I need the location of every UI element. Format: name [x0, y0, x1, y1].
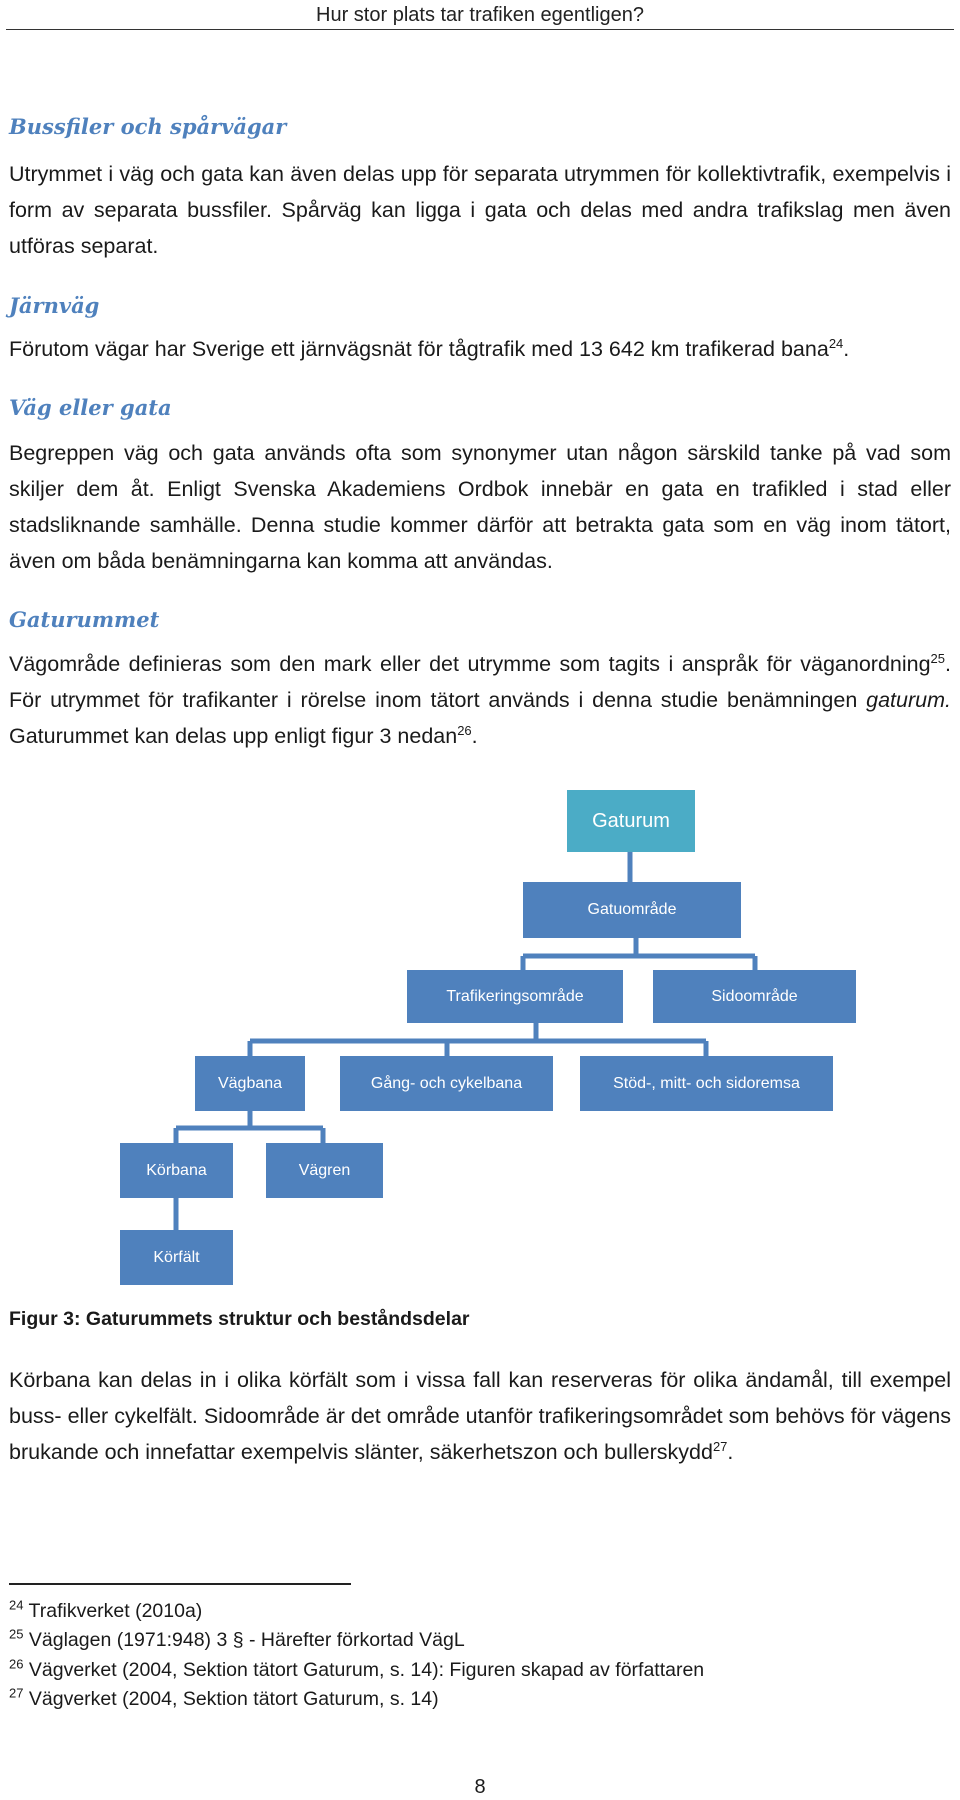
footnote-24	[9, 1597, 202, 1625]
connector-gatuomrade-children	[523, 938, 755, 970]
footnote-27	[9, 1685, 439, 1713]
node-korbana: Körbana	[120, 1143, 233, 1198]
page-number: 8	[474, 1776, 486, 1798]
footnote-26	[9, 1656, 704, 1684]
heading-vag-gata: Väg eller gata	[9, 395, 172, 420]
footnote-num: 25	[9, 1626, 24, 1642]
connector-trafikering-children	[250, 1023, 706, 1056]
footnote-ref-26: 26	[457, 722, 472, 738]
term-gaturum: gaturum.	[866, 688, 951, 712]
node-sidoomrade: Sidoområde	[653, 970, 856, 1023]
node-vagbana: Vägbana	[195, 1056, 305, 1111]
node-gaturum: Gaturum	[567, 790, 695, 852]
paragraph-bussfiler: Utrymmet i väg och gata kan även delas upp för separata utrymmen för kollektivtrafik, exempelvis i form av separata bussfiler. Spårväg kan ligga i gata och delas med andra trafikslag men även utföras separat.	[9, 162, 951, 258]
node-vagren: Vägren	[266, 1143, 383, 1198]
paragraph-after-figure	[9, 1362, 951, 1470]
node-trafikeringsomrade: Trafikeringsområde	[407, 970, 623, 1023]
node-gang-och-cykelbana: Gång- och cykelbana	[340, 1056, 553, 1111]
footnote-text: Väglagen (1971:948) 3 § - Härefter förkortad VägL	[28, 1629, 465, 1651]
footnote-rule	[9, 1583, 351, 1585]
connector-vagbana-children	[176, 1111, 323, 1143]
paragraph-after-figure-tail: .	[727, 1440, 734, 1464]
footnote-text: Trafikverket (2010a)	[28, 1600, 203, 1622]
node-gatuomrade: Gatuområde	[523, 882, 741, 938]
footnote-num: 26	[9, 1656, 24, 1672]
paragraph-jarnvag-tail: .	[843, 337, 850, 361]
node-korfalt: Körfält	[120, 1230, 233, 1285]
footnote-text: Vägverket (2004, Sektion tätort Gaturum, s. 14)	[28, 1688, 439, 1710]
paragraph-gaturummet-tail: .	[471, 724, 478, 748]
paragraph-jarnvag-text: Förutom vägar har Sverige ett järnvägsnät för tågtrafik med 13 642 km trafikerad bana	[9, 337, 829, 361]
footnote-ref-25: 25	[930, 650, 946, 666]
running-header: Hur stor plats tar trafiken egentligen?	[316, 4, 644, 26]
paragraph-vag-gata: Begreppen väg och gata används ofta som synonymer utan någon särskild tanke på vad som skiljer dem åt. Enligt Svenska Akademiens Ordbok innebär en gata en trafikled i stad eller stadsliknande samhälle. Denna studie kommer därför att betrakta gata som en väg inom tätort, även om båda benämningarna kan komma att användas.	[9, 441, 951, 573]
paragraph-gaturummet-b: . För utrymmet för trafikanter i rörelse inom tätort används i denna studie benämningen	[9, 652, 951, 712]
footnote-25	[9, 1626, 465, 1654]
footnote-text: Vägverket (2004, Sektion tätort Gaturum, s. 14): Figuren skapad av författaren	[28, 1659, 705, 1681]
footnote-ref-27: 27	[712, 1438, 728, 1454]
footnote-num: 24	[9, 1597, 24, 1613]
heading-bussfiler: Bussfiler och spårvägar	[9, 114, 287, 139]
figure-caption: Figur 3: Gaturummets struktur och beståndsdelar	[9, 1308, 470, 1330]
paragraph-gaturummet-c: Gaturummet kan delas upp enligt figur 3 nedan	[9, 724, 458, 748]
paragraph-gaturummet-a: Vägområde definieras som den mark eller det utrymme som tagits i anspråk för väganordning	[9, 652, 931, 676]
footnote-ref-24: 24	[828, 335, 844, 351]
heading-gaturummet: Gaturummet	[9, 607, 160, 632]
paragraph-after-figure-text: Körbana kan delas in i olika körfält som i vissa fall kan reserveras för olika ändamål, till exempel buss- eller cykelfält. Sidoområde är det område utanför trafikeringsområdet som behövs för vägens brukande och innefattar exempelvis slänter, säkerhetszon och bullerskydd	[9, 1368, 951, 1464]
node-stod-mitt-sidoremsa: Stöd-, mitt- och sidoremsa	[580, 1056, 833, 1111]
footnote-num: 27	[9, 1685, 24, 1701]
heading-jarnvag: Järnväg	[9, 293, 100, 318]
